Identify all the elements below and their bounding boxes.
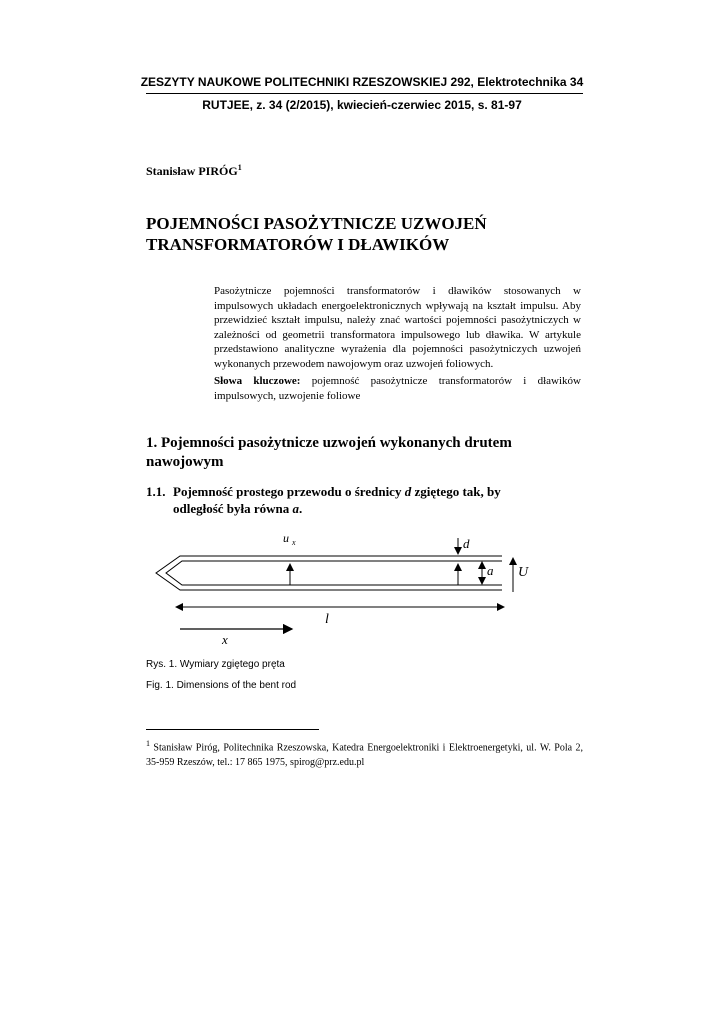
rod-outline bbox=[156, 556, 502, 590]
var-d: d bbox=[404, 484, 412, 499]
keywords bbox=[214, 374, 581, 403]
footnote bbox=[146, 736, 583, 770]
footnote-rule bbox=[146, 729, 319, 730]
author bbox=[146, 163, 242, 179]
label-d: d bbox=[463, 536, 470, 551]
paper-title bbox=[146, 213, 586, 255]
footnote-mark: 1 bbox=[146, 739, 150, 748]
journal-header-line2: RUTJEE, z. 34 (2/2015), kwiecień-czerwiec 2015, s. 81-97 bbox=[202, 98, 522, 112]
header-rule bbox=[146, 93, 583, 94]
label-ux-sub: x bbox=[292, 538, 296, 547]
section-1-1-text1b: zgiętego tak, by bbox=[411, 484, 501, 499]
author-footnote-mark: 1 bbox=[237, 163, 242, 172]
label-ux: u bbox=[283, 531, 289, 545]
bent-rod-figure bbox=[140, 528, 540, 648]
label-l: l bbox=[325, 612, 329, 627]
keywords-text: pojemność pasożytnicze transformatorów i dławików impulsowych, uzwojenie foliowe bbox=[214, 375, 581, 402]
label-U: U bbox=[518, 565, 529, 580]
section-1-1-heading bbox=[146, 483, 586, 517]
var-a: a bbox=[292, 501, 300, 516]
section-1-1-text1: Pojemność prostego przewodu o średnicy bbox=[173, 484, 405, 499]
figure-caption-en: Fig. 1. Dimensions of the bent rod bbox=[146, 680, 297, 691]
section-1-heading: 1. Pojemności pasożytnicze uzwojeń wykonanych drutem nawojowym bbox=[146, 435, 512, 470]
label-a: a bbox=[487, 563, 494, 578]
section-1-1-text2: odległość była równa bbox=[173, 501, 293, 516]
paper-title-line2: TRANSFORMATORÓW I DŁAWIKÓW bbox=[146, 235, 450, 254]
footnote-text: Stanisław Piróg, Politechnika Rzeszowska, Katedra Energoelektroniki i Elektroenergetyki, ul. W. Pola 2, 35-959 Rzeszów, tel.: 17 865 1975, spirog@prz.edu.pl bbox=[146, 742, 583, 769]
label-x: x bbox=[222, 632, 228, 647]
section-1-1-number: 1.1. bbox=[146, 484, 166, 499]
author-name: Stanisław PIRÓG bbox=[146, 164, 238, 178]
journal-header-line1: ZESZYTY NAUKOWE POLITECHNIKI RZESZOWSKIEJ 292, Elektrotechnika 34 bbox=[140, 75, 584, 89]
figure-caption-pl: Rys. 1. Wymiary zgiętego pręta bbox=[146, 659, 285, 670]
keywords-label: Słowa kluczowe: bbox=[214, 375, 301, 387]
abstract: Pasożytnicze pojemności transformatorów i dławików stosowanych w impulsowych układach energoelektronicznych wpływają na kształt impulsu. Aby przewidzieć kształt impulsu, należy znać wartości pojemności pasożytniczych w zależności od geometrii transformatora impulsowego lub dławika. W artykule przedstawiono analityczne wyrażenia dla pojemności pasożytniczych uzwojeń wykonanych przewodem nawojowym oraz uzwojeń foliowych. bbox=[214, 285, 581, 370]
paper-title-line1: POJEMNOŚCI PASOŻYTNICZE UZWOJEŃ bbox=[146, 214, 487, 233]
section-1-1-text2b: . bbox=[299, 501, 303, 516]
